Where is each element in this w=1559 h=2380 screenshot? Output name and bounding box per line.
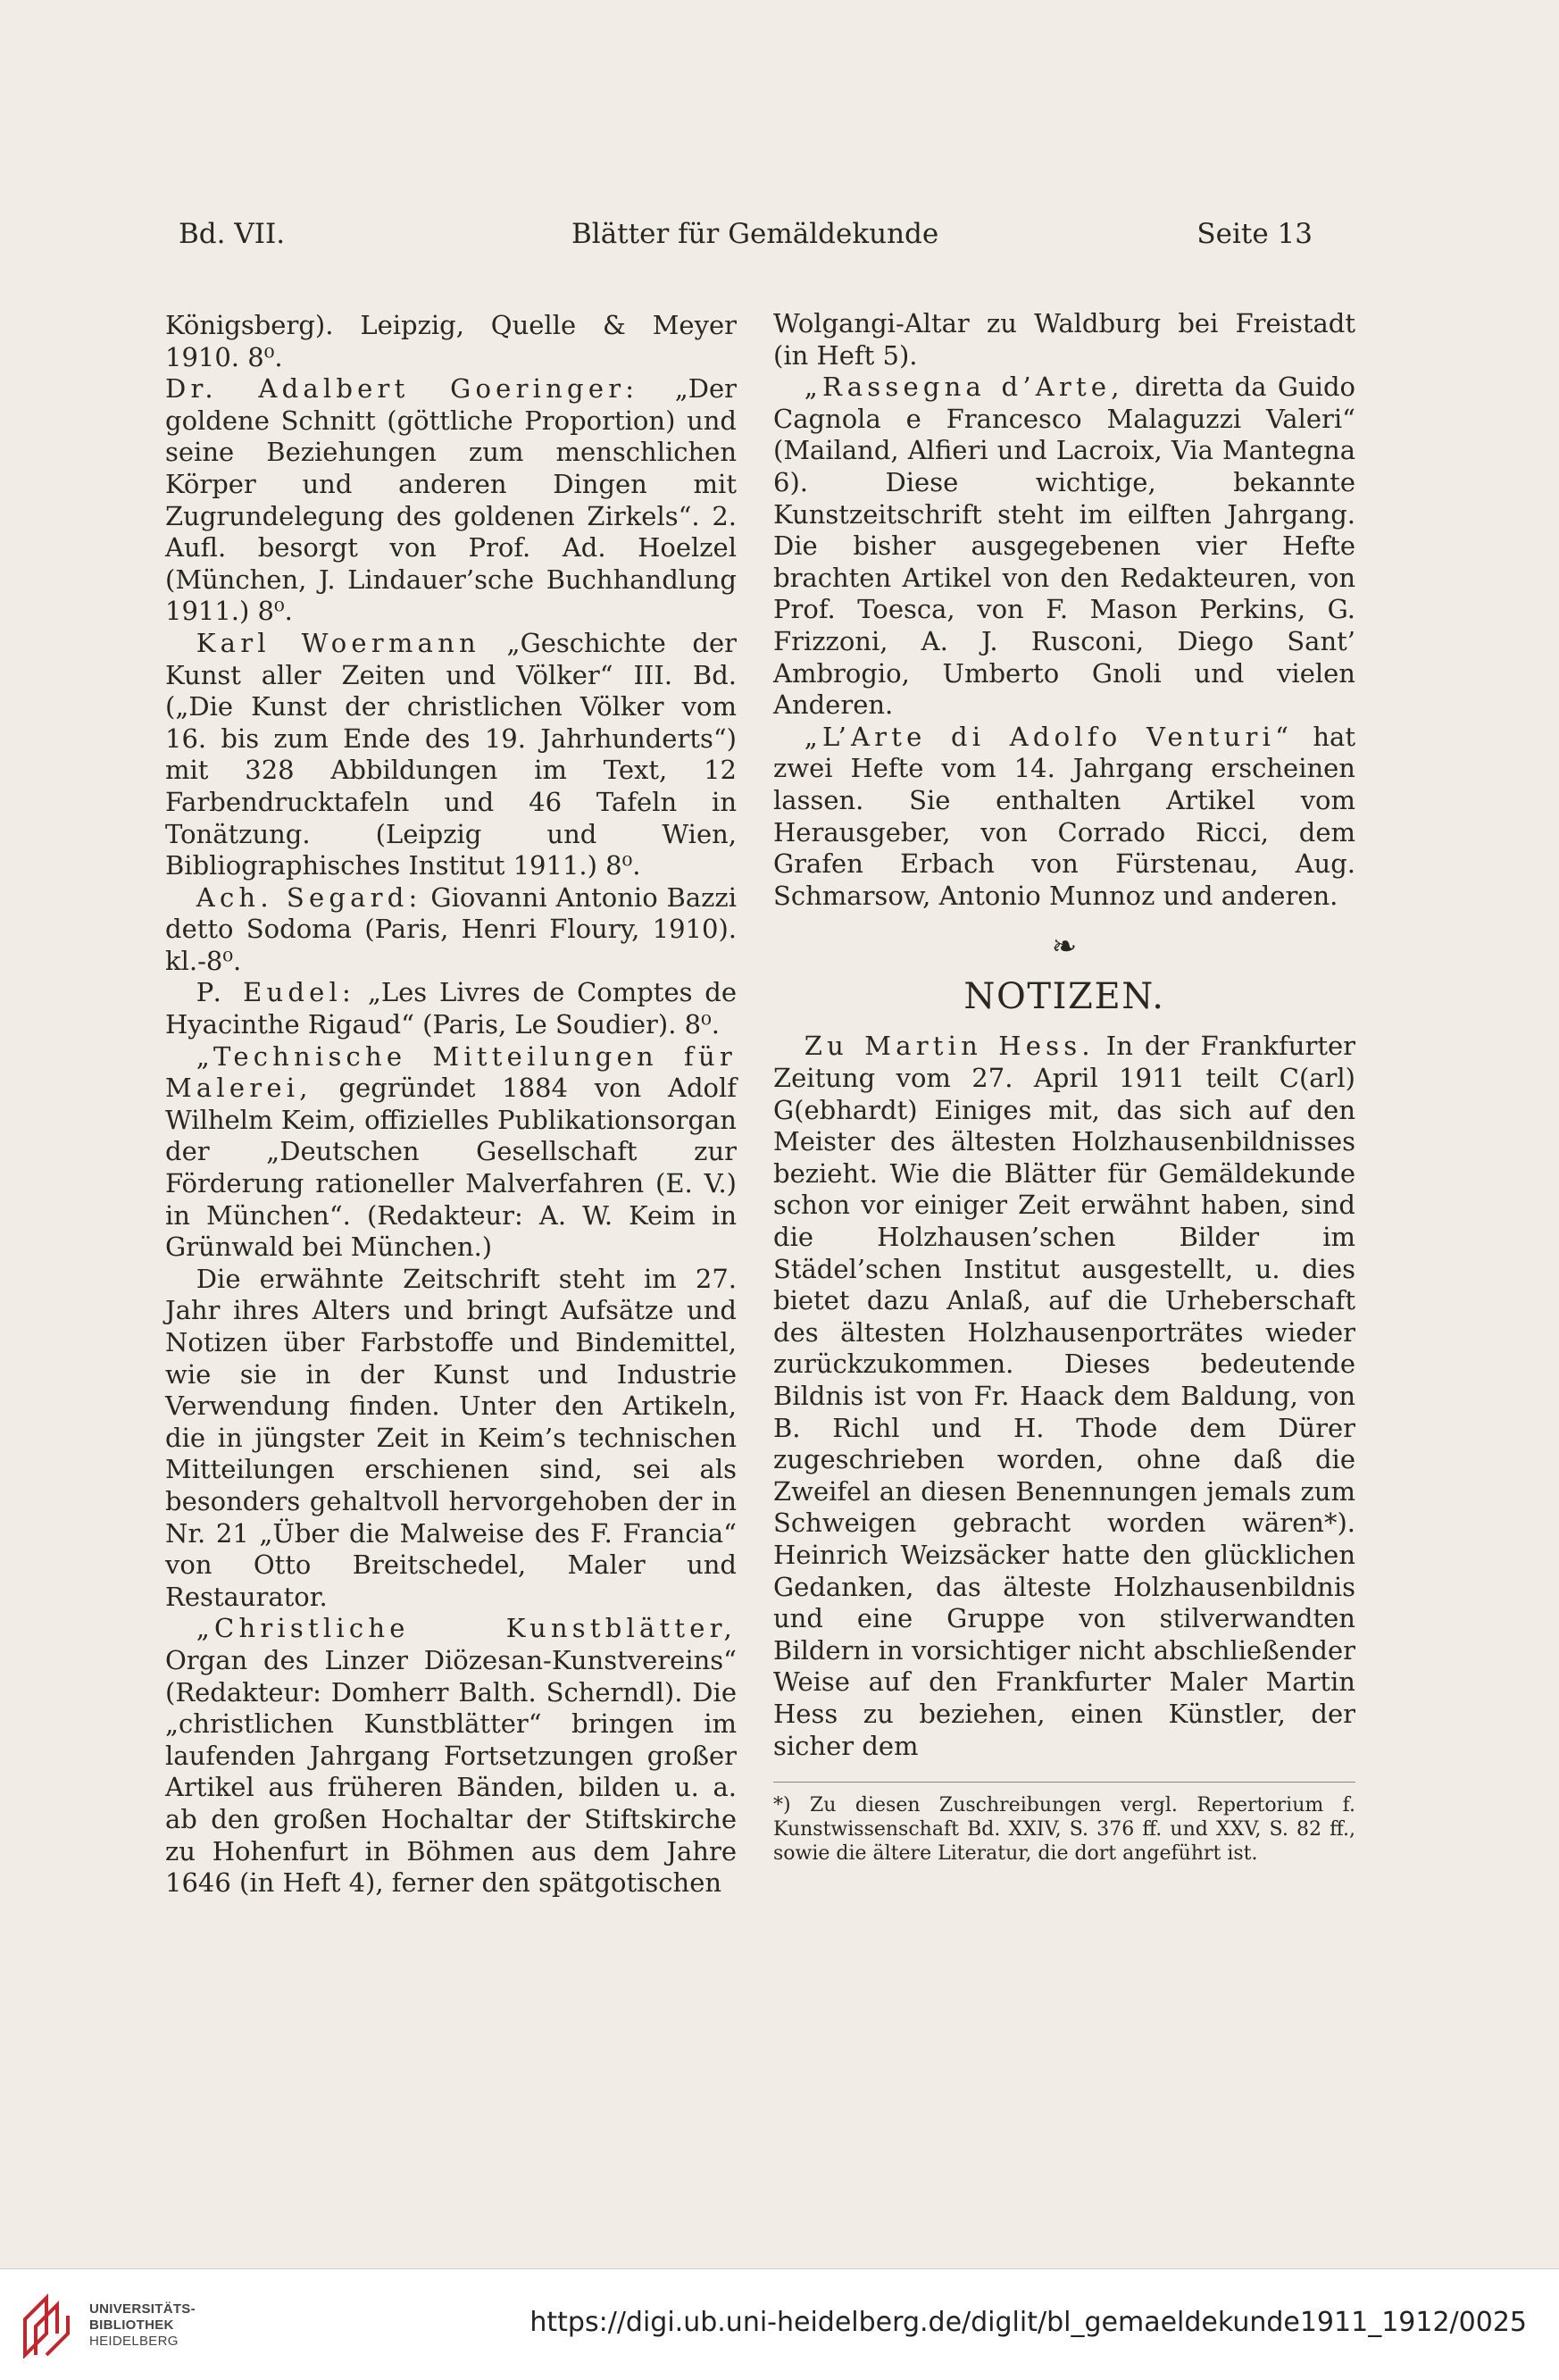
entry-text: Die erwähnte Zeitschrift steht im 27. Jahr ihres Alters und bringt Aufsätze und Notizen über Farbstoffe und Bindemittel, wie sie in der Kunst und Industrie Verwendung finden. Unter den Artikeln, die in jüngster Zeit in Keim’s technischen Mitteilungen erschienen sind, sei als besonders gehaltvoll hervorgehoben der in Nr. 21 „Über die Malweise des F. Francia“ von Otto Breitschedel, Maler und Restaurator. [165,1263,737,1612]
logo-line-1: UNIVERSITÄTS- [89,2301,196,2317]
entry-lead: „L’Arte di Adolfo Venturi“ [804,721,1294,752]
left-column-entry [165,628,737,882]
entry-text: hat zwei Hefte vom 14. Jahrgang erscheinen lassen. Sie enthalten Artikel vom Herausgeber, von Corrado Ricci, dem Grafen Erbach von Fürstenau, Aug. Schmarsow, Antonio Munnoz und anderen. [773,721,1355,911]
volume-label: Bd. VII. [179,218,286,250]
entry-text: „Les Livres de Comptes de Hyacinthe Rigaud“ (Paris, Le Soudier). 8⁰. [165,977,738,1040]
page-number: Seite 13 [1196,218,1313,250]
entry-lead: „Rassegna d’Arte, [804,372,1124,403]
entry-text: „Der goldene Schnitt (göttliche Proportion) und seine Beziehungen zum menschlichen Körper und anderen Dingen mit Zugrundelegung des goldenen Zirkels“. 2. Aufl. besorgt von Prof. Ad. Hoelzel (München, J. Lindauer’sche Buchhandlung 1911.) 8⁰. [165,373,737,627]
entry-text: Königsberg). Leipzig, Quelle & Meyer 1910. 8⁰. [165,310,737,372]
logo-line-3: HEIDELBERG [89,2334,179,2349]
footnote: *) Zu diesen Zuschreibungen vergl. Repertorium f. Kunstwissenschaft Bd. XXIV, S. 376 ff. und XXV, S. 82 ff., sowie die ältere Literatur, die dort angeführt ist. [773,1782,1355,1866]
notizen-paragraph [773,1031,1355,1762]
library-logo-icon[interactable] [20,2292,77,2359]
right-column-entry [773,722,1355,913]
entry-lead: Karl Woermann [196,627,480,658]
entry-lead: „Christliche Kunstblätter, [196,1613,737,1644]
notizen-lead: Zu Martin Hess. [804,1031,1095,1062]
left-column-entry [165,373,737,628]
left-column-entry [165,977,737,1040]
section-title: NOTIZEN. [963,975,1165,1017]
entry-lead: Ach. Segard: [196,881,422,913]
left-column-entry [165,882,737,978]
left-column-entry [165,1264,737,1614]
ornament-separator: ❧ [1051,929,1078,965]
entry-lead: „Technische Mitteilungen für Malerei, [165,1040,737,1104]
page-header [179,218,1313,263]
entry-text: gegründet 1884 von Adolf Wilhelm Keim, offizielles Publikationsorgan der „Deutschen Gesellschaft zur Förderung rationeller Malverfahren (E. V.) in München“. (Redakteur: A. W. Keim in Grünwald bei München.) [165,1073,737,1263]
left-column-entry [165,1041,737,1264]
left-column-entry [165,1613,737,1899]
right-column-entry [773,308,1355,372]
right-column-entries [773,308,1355,912]
logo-line-2: BIBLIOTHEK [89,2317,174,2333]
viewer-footer [0,2268,1559,2380]
permalink-url[interactable]: https://digi.ub.uni-heidelberg.de/diglit/bl_gemaeldekunde1911_1912/0025 [529,2307,1527,2338]
left-column [165,310,737,1900]
entry-text: Giovanni Antonio Bazzi detto Sodoma (Paris, Henri Floury, 1910). kl.-8⁰. [165,881,737,976]
left-column-entry [165,310,737,373]
entry-lead: Dr. Adalbert Goeringer: [165,373,639,405]
entry-lead: P. Eudel: [196,977,356,1008]
library-logo-text[interactable] [89,2301,196,2350]
entry-text: Organ des Linzer Diözesan-Kunstvereins“ (Redakteur: Domherr Balth. Scherndl). Die „christlichen Kunstblätter“ bringen im laufenden Jahrgang Fortsetzungen großer Artikel aus früheren Bänden, bilden u. a. ab den großen Hochaltar der Stiftskirche zu Hohenfurt in Böhmen aus dem Jahre 1646 (in Heft 4), ferner den spätgotischen [165,1644,737,1899]
notizen-text: In der Frankfurter Zeitung vom 27. April 1911 teilt C(arl) G(ebhardt) Einiges mit, das sich auf den Meister des ältesten Holzhausenbildnisses bezieht. Wie die Blätter für Gemäldekunde schon vor einiger Zeit erwähnt haben, sind die Holzhausen’schen Bilder im Städel’schen Institut ausgestellt, u. dies bietet dazu Anlaß, auf die Urheberschaft des ältesten Holzhausenporträtes wieder zurückzukommen. Dieses bedeutende Bildnis ist von Fr. Haack dem Baldung, von B. Richl und H. Thode dem Dürer zugeschrieben worden, ohne daß die Zweifel an diesen Benennungen jemals zum Schweigen gebracht worden wären*). Heinrich Weizsäcker hatte den glücklichen Gedanken, das älteste Holzhausenbildnis und eine Gruppe von stilverwandten Bildern in vorsichtiger nicht abschließender Weise auf den Frankfurter Maler Martin Hess zu beziehen, einen Künstler, der sicher dem [773,1031,1355,1761]
entry-text: „Geschichte der Kunst aller Zeiten und Völker“ III. Bd. („Die Kunst der christlichen Völker vom 16. bis zum Ende des 19. Jahrhunderts“) mit 328 Abbildungen im Text, 12 Farbendrucktafeln und 46 Tafeln in Tonätzung. (Leipzig und Wien, Bibliographisches Institut 1911.) 8⁰. [165,627,737,881]
entry-text: diretta da Guido Cagnola e Francesco Malaguzzi Valeri“ (Mailand, Alfieri und Lacroix, Via Mantegna 6). Diese wichtige, bekannte Kunstzeitschrift steht im eilften Jahrgang. Die bisher ausgegebenen vier Hefte brachten Artikel von den Redakteuren, von Prof. Toesca, von F. Mason Perkins, G. Frizzoni, A. J. Rusconi, Diego Sant’ Ambrogio, Umberto Gnoli und vielen Anderen. [773,372,1355,721]
entry-text: Wolgangi-Altar zu Waldburg bei Freistadt (in Heft 5). [773,308,1355,371]
right-column [773,308,1355,1866]
right-column-entry [773,372,1355,722]
journal-title: Blätter für Gemäldekunde [571,218,939,250]
